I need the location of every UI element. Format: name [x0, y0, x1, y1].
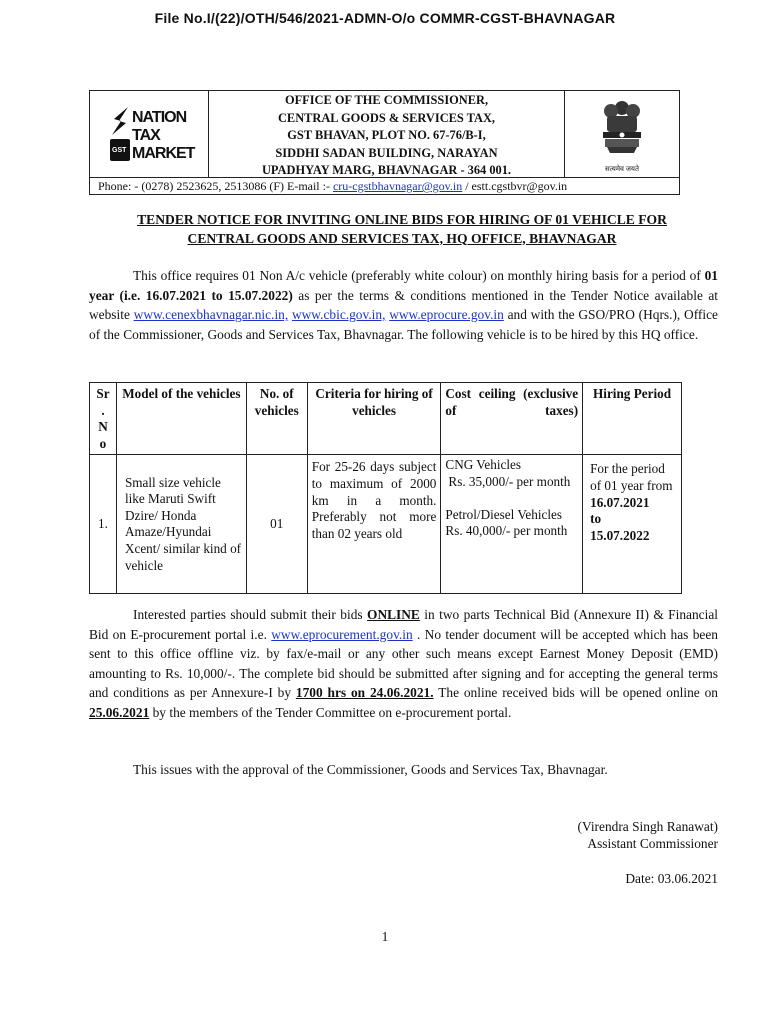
logo-mark-icon [108, 105, 134, 165]
contact-line [90, 178, 679, 194]
office-address [209, 91, 564, 177]
phone-text: Phone: - (0278) 2523625, 2513086 (F) E-mail :- [98, 179, 333, 193]
office-line: GST BHAVAN, PLOT NO. 67-76/B-I, [287, 128, 486, 143]
title-line-1: TENDER NOTICE FOR INVITING ONLINE BIDS FOR HIRING OF 01 VEHICLE FOR [137, 212, 667, 227]
text: The online received bids will be opened online on [433, 685, 718, 701]
letterhead-box [89, 90, 680, 195]
open-date-bold: 25.06.2021 [89, 704, 150, 720]
cell-period [583, 455, 682, 594]
table-header-row [90, 383, 682, 455]
period-bold: 01 year (i.e. 16.07.2021 to 15.07.2022) [89, 268, 718, 303]
text: . No tender document will be accepted which has been sent to this office offline viz. by fax/e-mail or any other such means except Earnest Money Deposit (EMD) amounting to Rs. 10,000/-. The complete bid should be submitted after signing and for accepting the general terms and conditions as per Annexure-I by [89, 626, 718, 701]
document-date: Date: 03.06.2021 [625, 871, 718, 886]
office-line: SIDDHI SADAN BUILDING, NARAYAN [275, 145, 498, 160]
emblem-motto: सत्यमेव जयते [605, 165, 639, 173]
cell-cost [441, 455, 583, 594]
text: as per the terms & conditions mentioned in the Tender Notice available at website [89, 287, 719, 323]
approval-paragraph [89, 760, 718, 780]
signature-block [500, 818, 718, 852]
cell-sr: 1. [90, 455, 117, 594]
col-criteria: Criteria for hiring of vehicles [307, 383, 441, 455]
cell-criteria: For 25-26 days subject to maximum of 2000 km in a month. Preferably not more than 02 years old [307, 455, 441, 594]
ashoka-emblem-icon [597, 96, 647, 156]
cenex-link[interactable]: www.cenexbhavnagar.nic.in, [133, 307, 289, 323]
col-cost: Cost ceiling (exclusive of taxes) [441, 383, 583, 455]
text: and with the GSO/PRO (Hqrs.), Office of the Commissioner, Goods and Services Tax, Bhavnagar. The following vehicle is to be hired by this HQ office. [89, 307, 718, 342]
file-number: File No.I/(22)/OTH/546/2021-ADMN-O/o COMMR-CGST-BHAVNAGAR [154, 10, 616, 26]
text: in two parts Technical Bid (Annexure II) & Financial Bid on E-procurement portal i.e. [89, 607, 718, 642]
col-period: Hiring Period [583, 383, 682, 455]
cell-model: Small size vehicle like Maruti Swift Dzire/ Honda Amaze/Hyundai Xcent/ similar kind of vehicle [116, 455, 246, 594]
vehicle-table [89, 382, 682, 594]
col-no: No. of vehicles [246, 383, 307, 455]
petrol-title: Petrol/Diesel Vehicles [445, 506, 562, 522]
office-line: UPADHYAY MARG, BHAVNAGAR - 364 001. [261, 163, 512, 178]
period-from: 16.07.2021 [590, 494, 650, 510]
col-sr: Sr . N o [90, 383, 117, 455]
logo-badge-gst: GST [112, 147, 127, 154]
title-line-2: CENTRAL GOODS AND SERVICES TAX, HQ OFFICE, BHAVNAGAR [187, 230, 617, 246]
logo-word-nation: NATION [132, 109, 187, 126]
office-line: OFFICE OF THE COMMISSIONER, [284, 93, 489, 107]
eprocurement-link[interactable]: www.eprocurement.gov.in [271, 626, 413, 642]
petrol-value: Rs. 40,000/- per month [445, 523, 568, 539]
cng-value: Rs. 35,000/- per month [448, 473, 571, 489]
email-secondary: / estt.cgstbvr@gov.in [462, 179, 568, 193]
period-to-word: to [590, 511, 602, 527]
cng-title: CNG Vehicles [445, 457, 521, 473]
intro-paragraph [89, 266, 718, 344]
nation-tax-market-logo [90, 91, 209, 177]
text: by the members of the Tender Committee on e-procurement portal. [149, 704, 512, 720]
deadline-bold: 1700 hrs on 24.06.2021. [295, 685, 434, 701]
national-emblem [564, 91, 679, 177]
eprocure-link[interactable]: www.eprocure.gov.in [389, 307, 504, 323]
page-number: 1 [381, 929, 389, 944]
text: This issues with the approval of the Commissioner, Goods and Services Tax, Bhavnagar. [133, 762, 608, 777]
logo-word-tax: TAX [132, 127, 160, 144]
period-to: 15.07.2022 [590, 527, 650, 543]
tender-title [89, 211, 715, 248]
cell-no: 01 [246, 455, 307, 594]
bid-paragraph [89, 605, 718, 723]
table-row [90, 455, 682, 594]
logo-word-market: MARKET [132, 145, 195, 162]
text: This office requires 01 Non A/c vehicle (preferably white colour) on monthly hiring basis for a period of [133, 268, 705, 283]
online-bold: ONLINE [367, 607, 420, 622]
office-line: CENTRAL GOODS & SERVICES TAX, [277, 110, 496, 125]
text: Interested parties should submit their bids [133, 607, 368, 622]
period-text: For the period of 01 year from [590, 461, 673, 493]
cbic-link[interactable]: www.cbic.gov.in, [291, 307, 386, 323]
email-link[interactable]: cru-cgstbhavnagar@gov.in [332, 179, 463, 193]
col-model: Model of the vehicles [116, 383, 246, 455]
signatory-name: (Virendra Singh Ranawat) [577, 819, 718, 834]
signatory-designation: Assistant Commissioner [587, 836, 718, 851]
